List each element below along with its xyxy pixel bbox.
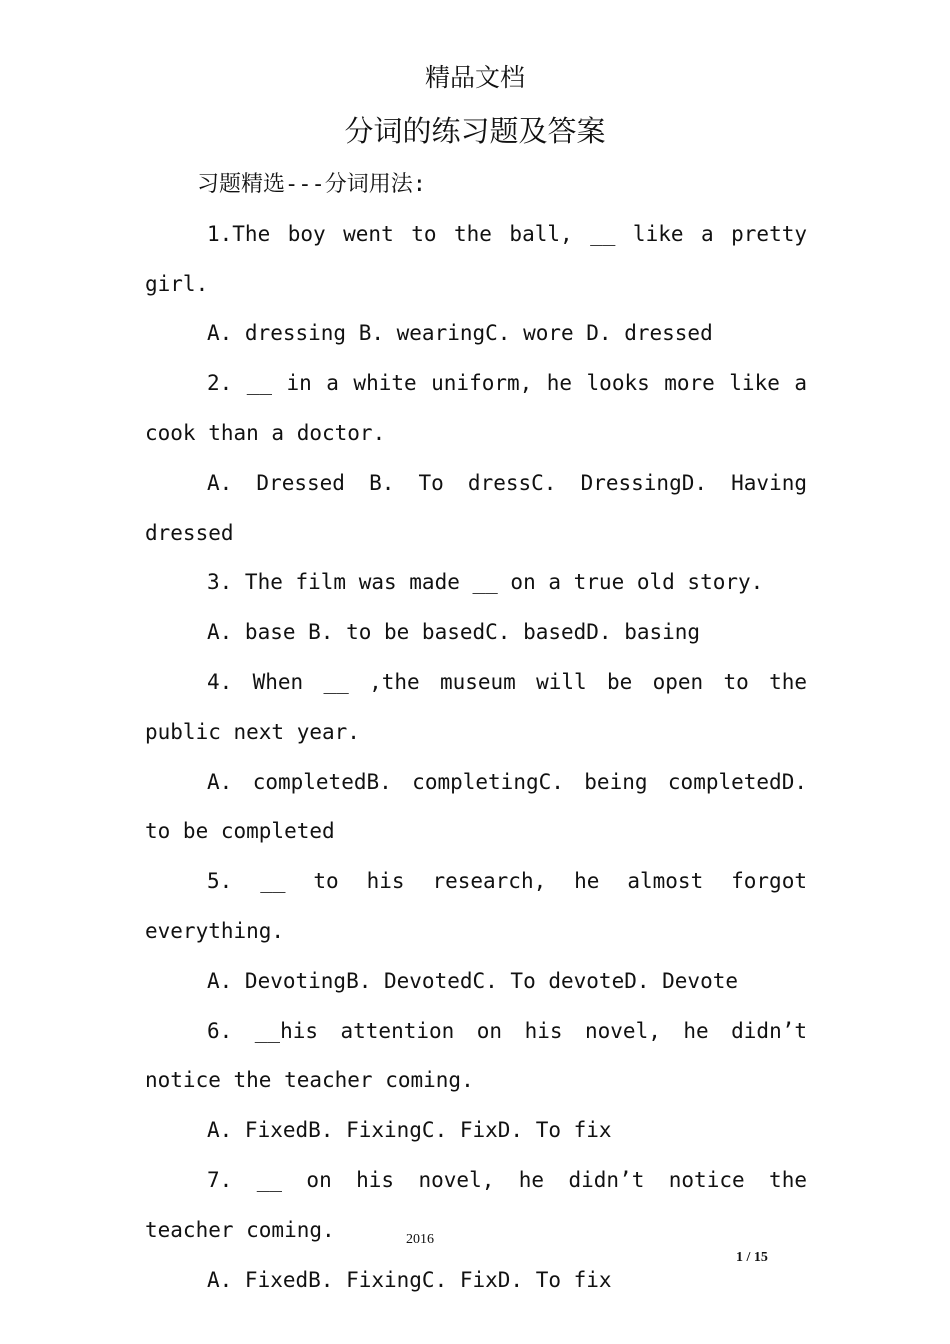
paragraph-line: 3. The film was made __ on a true old story.: [207, 570, 764, 595]
paragraph-line: 4. When __ ,the museum will be open to the public next year.: [145, 669, 807, 744]
document-title: 分词的练习题及答案: [344, 114, 606, 148]
paragraph-line: A. FixedB. FixingC. FixD. To fix: [207, 1267, 612, 1292]
paragraph-line: 7. __ on his novel, he didn’t notice the teacher coming.: [145, 1167, 807, 1242]
paragraph-line: A. FixedB. FixingC. FixD. To fix: [207, 1118, 612, 1143]
paragraph-line: 5. __ to his research, he almost forgot everything.: [145, 869, 807, 943]
document-body: [145, 160, 807, 1305]
footer-year: 2016: [406, 1232, 434, 1247]
page-header: 精品文档: [424, 63, 525, 92]
paragraph-line: 2. __ in a white uniform, he looks more like a cook than a doctor.: [145, 371, 807, 445]
paragraph-line: A. dressing B. wearingC. wore D. dressed: [207, 321, 713, 346]
paragraph-line: A. DevotingB. DevotedC. To devoteD. Devote: [207, 968, 739, 993]
paragraph-line: A. completedB. completingC. being completedD. to be completed: [145, 769, 807, 844]
section-heading: 习题精选---分词用法:: [197, 172, 426, 197]
paragraph-line: A. base B. to be basedC. basedD. basing: [207, 620, 701, 645]
paragraph-line: A. Dressed B. To dressC. DressingD. Having dressed: [145, 470, 807, 545]
paragraph-line: 1.The boy went to the ball, __ like a pretty girl.: [145, 221, 807, 296]
page-number: 1 / 15: [736, 1250, 768, 1265]
paragraph-line: 6. __his attention on his novel, he didn’t notice the teacher coming.: [145, 1018, 807, 1093]
